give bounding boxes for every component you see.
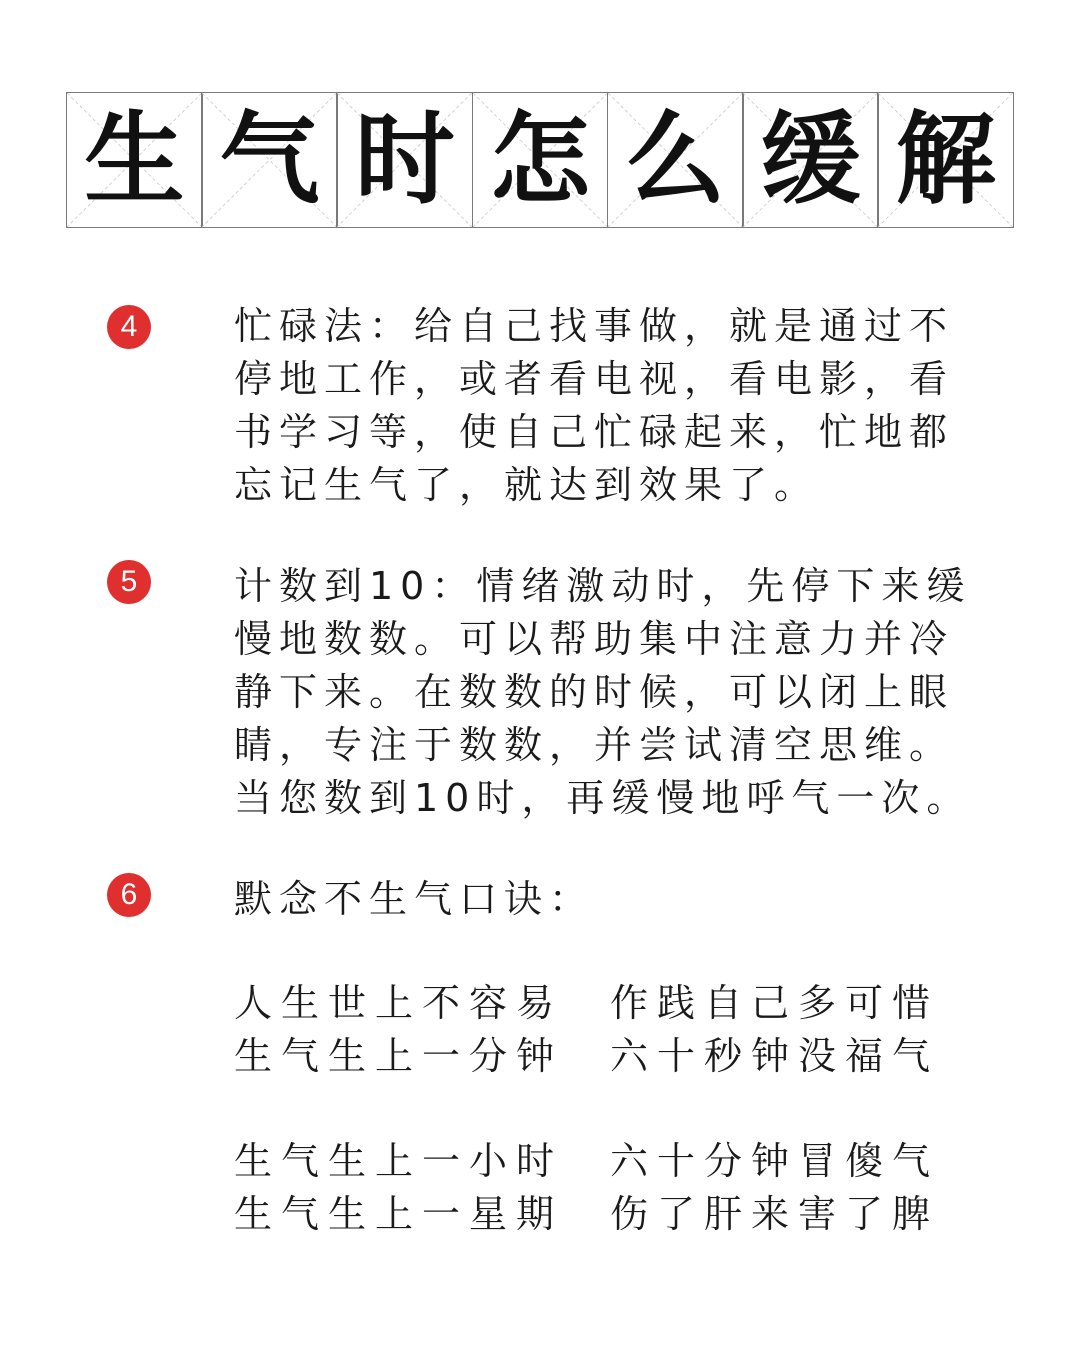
text-line: 忘记生气了，就达到效果了。 bbox=[234, 463, 820, 507]
text-line: 停地工作，或者看电视，看电影，看 bbox=[234, 357, 955, 401]
text-line: 睛，专注于数数，并尝试清空思维。 bbox=[234, 723, 955, 767]
poem-stanza-2 bbox=[234, 1135, 954, 1241]
title-grid bbox=[66, 92, 1014, 228]
poem-row bbox=[234, 1188, 954, 1241]
text-line: 当您数到10时，再缓慢地呼气一次。 bbox=[234, 776, 972, 820]
text-line: 静下来。在数数的时候，可以闭上眼 bbox=[234, 670, 955, 714]
text-line: 书学习等，使自己忙碌起来，忙地都 bbox=[234, 410, 955, 454]
poem-row bbox=[234, 977, 954, 1030]
section-4-text bbox=[234, 300, 960, 512]
section-6-number-badge: 6 bbox=[107, 873, 151, 917]
title-char: 气 bbox=[219, 101, 320, 218]
title-cell bbox=[877, 92, 1014, 228]
text-line: 计数到10：情绪激动时，先停下来缓 bbox=[234, 564, 972, 608]
title-cell bbox=[336, 92, 473, 228]
title-cell bbox=[607, 92, 744, 228]
title-cell bbox=[742, 92, 879, 228]
title-char: 缓 bbox=[760, 101, 861, 218]
poem-line: 六十秒钟没福气 bbox=[610, 1034, 940, 1078]
poem-line: 人生世上不容易 bbox=[234, 981, 564, 1025]
text-line: 忙碌法：给自己找事做，就是通过不 bbox=[234, 304, 955, 348]
title-cell bbox=[66, 92, 203, 228]
poem-row bbox=[234, 1030, 954, 1083]
poem-line: 生气生上一分钟 bbox=[234, 1034, 564, 1078]
title-char: 怎 bbox=[490, 101, 591, 218]
poem-line: 生气生上一小时 bbox=[234, 1139, 564, 1183]
section-5-text bbox=[234, 560, 972, 825]
section-4-number-badge: 4 bbox=[107, 305, 151, 349]
title-char: 时 bbox=[354, 101, 455, 218]
title-char: 生 bbox=[84, 101, 185, 218]
text-line: 慢地数数。可以帮助集中注意力并冷 bbox=[234, 617, 955, 661]
poem-row bbox=[234, 1135, 954, 1188]
title-cell bbox=[201, 92, 338, 228]
title-char: 么 bbox=[625, 101, 726, 218]
title-char: 解 bbox=[895, 101, 996, 218]
title-cell bbox=[472, 92, 609, 228]
poem-line: 六十分钟冒傻气 bbox=[610, 1139, 940, 1183]
poem-stanza-1 bbox=[234, 977, 954, 1083]
poem-line: 作践自己多可惜 bbox=[610, 981, 940, 1025]
text-line: 默念不生气口诀： bbox=[234, 877, 595, 921]
poem-line: 伤了肝来害了脾 bbox=[610, 1192, 940, 1236]
poem-line: 生气生上一星期 bbox=[234, 1192, 564, 1236]
section-5-number-badge: 5 bbox=[107, 560, 151, 604]
section-6-text bbox=[234, 873, 960, 926]
